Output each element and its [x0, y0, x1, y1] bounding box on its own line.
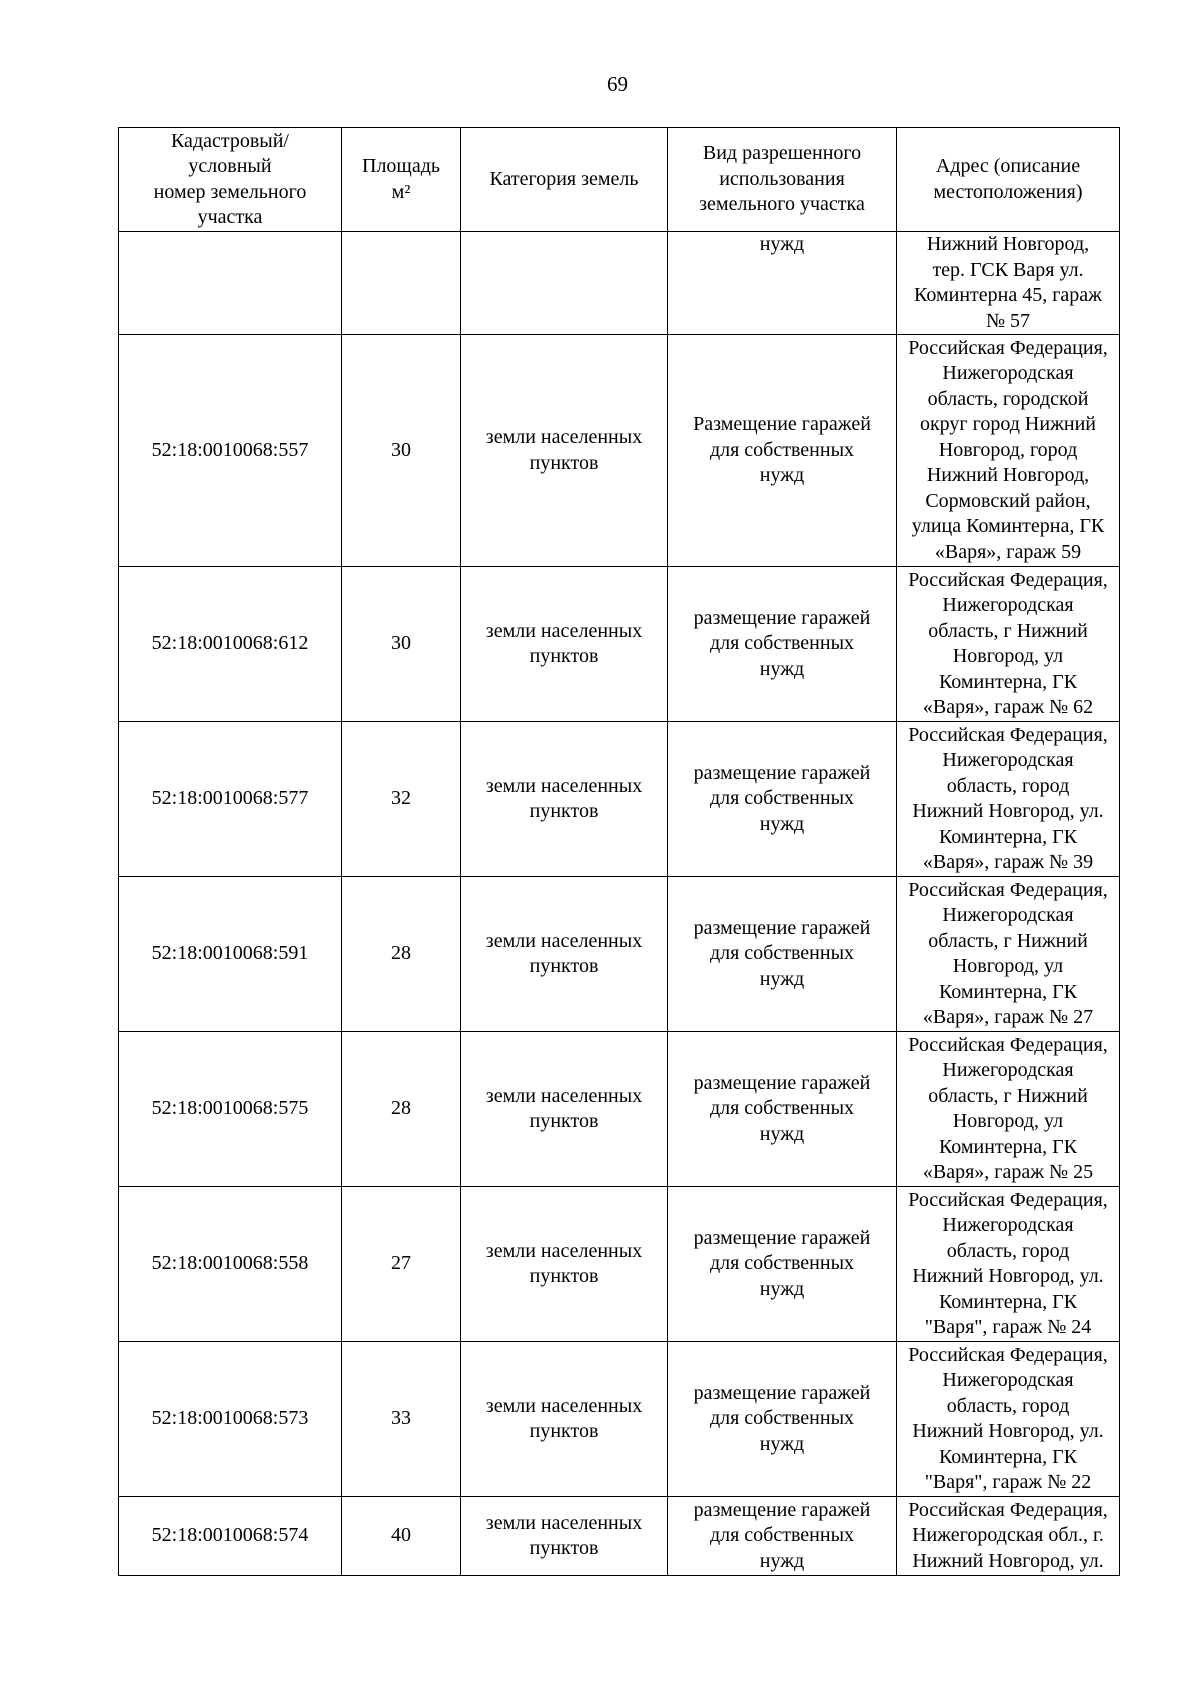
cell-area: 40 — [342, 1497, 461, 1576]
cell-category: земли населенных пунктов — [461, 877, 668, 1032]
cell-address: Российская Федерация, Нижегородская область, г Нижний Новгород, ул Коминтерна, ГК «Варя», гараж № 27 — [897, 877, 1120, 1032]
cell-number: 52:18:0010068:573 — [119, 1342, 342, 1497]
table-row — [119, 1342, 1120, 1497]
cell-number: 52:18:0010068:612 — [119, 567, 342, 722]
cell-area: 32 — [342, 722, 461, 877]
cell-area: 30 — [342, 567, 461, 722]
cell-number: 52:18:0010068:575 — [119, 1032, 342, 1187]
header-permitted-use: Вид разрешенного использования земельного участка — [668, 128, 897, 232]
table-row — [119, 877, 1120, 1032]
cell-area: 27 — [342, 1187, 461, 1342]
cell-area: 28 — [342, 877, 461, 1032]
cell-use: размещение гаражей для собственных нужд — [668, 567, 897, 722]
cell-use: размещение гаражей для собственных нужд — [668, 1497, 897, 1576]
cell-category: земли населенных пунктов — [461, 1497, 668, 1576]
cell-address: Российская Федерация, Нижегородская область, город Нижний Новгород, ул. Коминтерна, ГК «Варя», гараж № 39 — [897, 722, 1120, 877]
cell-category: земли населенных пунктов — [461, 1187, 668, 1342]
cell-category: земли населенных пунктов — [461, 1032, 668, 1187]
header-land-category: Категория земель — [461, 128, 668, 232]
table-row — [119, 722, 1120, 877]
cell-category: земли населенных пунктов — [461, 722, 668, 877]
table-row — [119, 567, 1120, 722]
cell-use: Размещение гаражей для собственных нужд — [668, 335, 897, 567]
cell-address: Российская Федерация, Нижегородская область, город Нижний Новгород, ул. Коминтерна, ГК "Варя", гараж № 24 — [897, 1187, 1120, 1342]
cell-address: Российская Федерация, Нижегородская область, город Нижний Новгород, ул. Коминтерна, ГК "Варя", гараж № 22 — [897, 1342, 1120, 1497]
cell-number: 52:18:0010068:577 — [119, 722, 342, 877]
cell-use: размещение гаражей для собственных нужд — [668, 877, 897, 1032]
cell-use: размещение гаражей для собственных нужд — [668, 1342, 897, 1497]
table-header-row — [119, 128, 1120, 232]
cell-area: 28 — [342, 1032, 461, 1187]
cell-category: земли населенных пунктов — [461, 1342, 668, 1497]
cell-address: Российская Федерация, Нижегородская обл., г. Нижний Новгород, ул. — [897, 1497, 1120, 1576]
cell-category — [461, 232, 668, 335]
table-row — [119, 1187, 1120, 1342]
cell-use: размещение гаражей для собственных нужд — [668, 1187, 897, 1342]
cell-address: Российская Федерация, Нижегородская область, г Нижний Новгород, ул Коминтерна, ГК «Варя», гараж № 62 — [897, 567, 1120, 722]
cell-category: земли населенных пунктов — [461, 335, 668, 567]
header-area: Площадь м² — [342, 128, 461, 232]
header-cadastral-number: Кадастровый/ условный номер земельного участка — [119, 128, 342, 232]
cell-use: нужд — [668, 232, 897, 335]
table-row — [119, 335, 1120, 567]
cell-address: Российская Федерация, Нижегородская область, городской округ город Нижний Новгород, город Нижний Новгород, Сормовский район, улица Коминтерна, ГК «Варя», гараж 59 — [897, 335, 1120, 567]
table-row — [119, 1497, 1120, 1576]
cell-number: 52:18:0010068:558 — [119, 1187, 342, 1342]
cell-area: 33 — [342, 1342, 461, 1497]
table-row — [119, 1032, 1120, 1187]
cell-area — [342, 232, 461, 335]
cell-address: Нижний Новгород, тер. ГСК Варя ул. Коминтерна 45, гараж № 57 — [897, 232, 1120, 335]
cell-category: земли населенных пунктов — [461, 567, 668, 722]
header-address: Адрес (описание местоположения) — [897, 128, 1120, 232]
cell-number: 52:18:0010068:557 — [119, 335, 342, 567]
land-plots-table — [118, 127, 1120, 1576]
cell-area: 30 — [342, 335, 461, 567]
page-number: 69 — [607, 72, 628, 96]
cell-use: размещение гаражей для собственных нужд — [668, 1032, 897, 1187]
cell-address: Российская Федерация, Нижегородская область, г Нижний Новгород, ул Коминтерна, ГК «Варя», гараж № 25 — [897, 1032, 1120, 1187]
cell-number: 52:18:0010068:574 — [119, 1497, 342, 1576]
cell-number: 52:18:0010068:591 — [119, 877, 342, 1032]
cell-number — [119, 232, 342, 335]
cell-use: размещение гаражей для собственных нужд — [668, 722, 897, 877]
table-row-continuation — [119, 232, 1120, 335]
